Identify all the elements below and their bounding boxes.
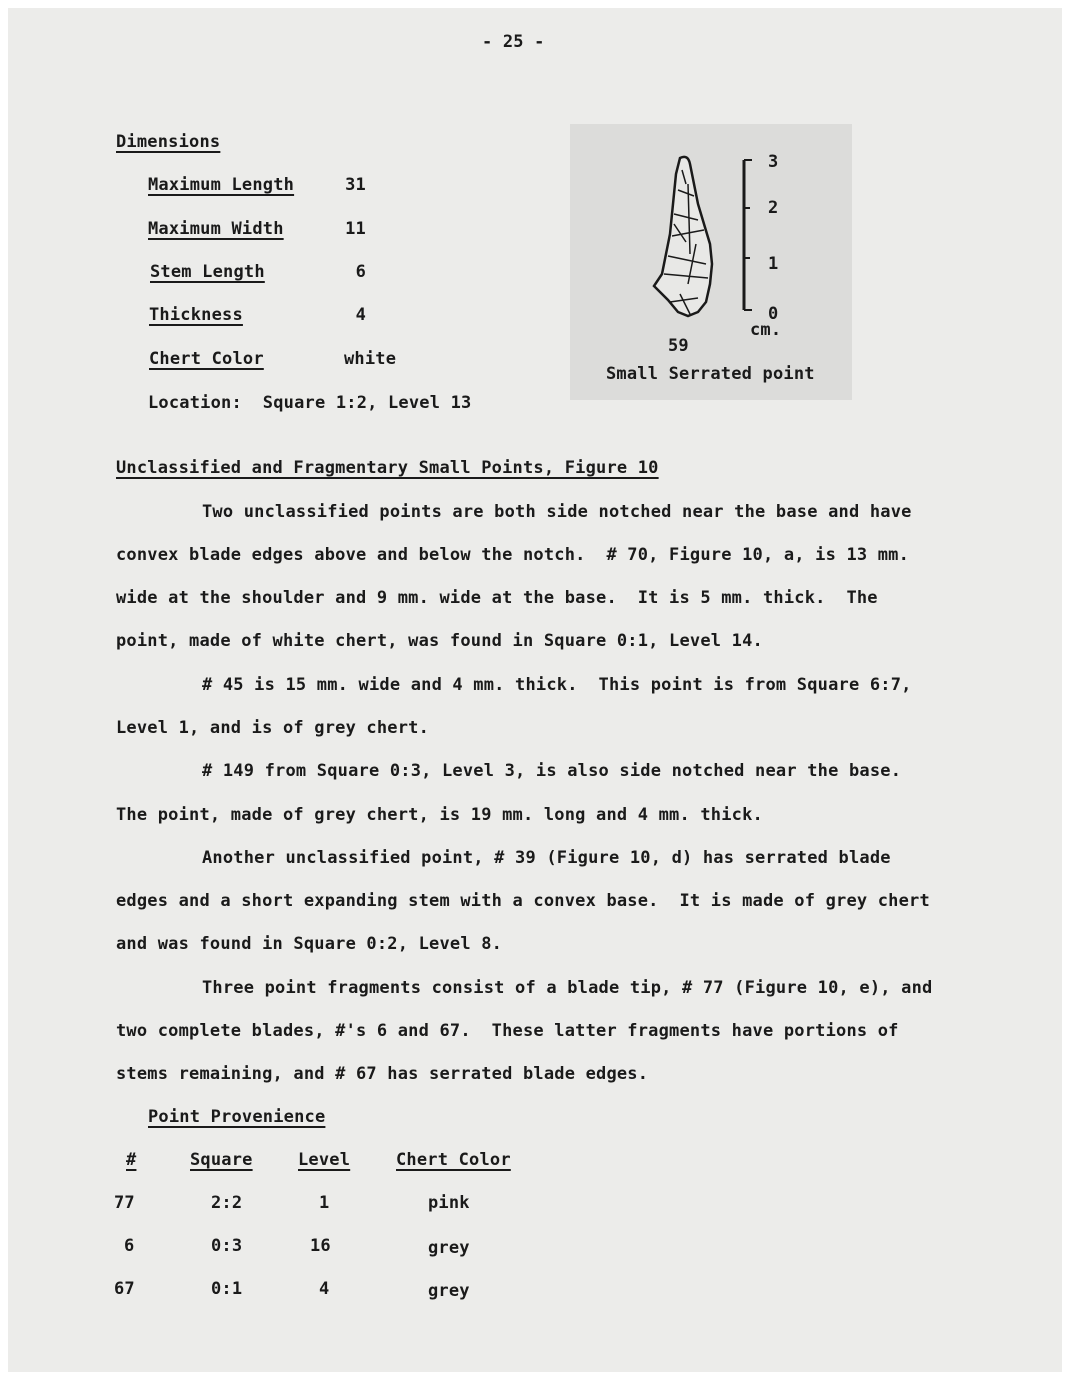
scale-tick-label: 1 [768, 254, 779, 274]
table-cell: 77 [114, 1193, 135, 1213]
page-number: - 25 - [482, 32, 545, 52]
table-header-level: Level [298, 1150, 351, 1170]
table-header-number: # [126, 1150, 137, 1170]
location-line: Location: Square 1:2, Level 13 [148, 393, 472, 413]
figure-caption: Small Serrated point [606, 364, 815, 384]
dimensions-heading: Dimensions [116, 132, 221, 152]
table-cell: 16 [310, 1236, 331, 1256]
paragraph-line: point, made of white chert, was found in Square 0:1, Level 14. [116, 631, 763, 651]
paragraph-line: Level 1, and is of grey chert. [116, 718, 430, 738]
paragraph-line: Two unclassified points are both side notched near the base and have [202, 502, 912, 522]
dimension-value: 11 [345, 219, 366, 239]
serrated-point-drawing [570, 124, 852, 400]
paragraph-line: The point, made of grey chert, is 19 mm. long and 4 mm. thick. [116, 805, 763, 825]
dimension-value: 31 [345, 175, 366, 195]
paragraph-line: and was found in Square 0:2, Level 8. [116, 934, 503, 954]
table-cell: 0:3 [211, 1236, 243, 1256]
scale-tick-label: 2 [768, 198, 779, 218]
paragraph-line: wide at the shoulder and 9 mm. wide at the base. It is 5 mm. thick. The [116, 588, 878, 608]
dimension-label: Maximum Length [148, 175, 295, 195]
paragraph-line: two complete blades, #'s 6 and 67. These latter fragments have portions of [116, 1021, 899, 1041]
table-cell: 2:2 [211, 1193, 243, 1213]
dimension-label: Stem Length [150, 262, 265, 282]
paragraph-line: convex blade edges above and below the notch. # 70, Figure 10, a, is 13 mm. [116, 545, 910, 565]
table-header-square: Square [190, 1150, 253, 1170]
specimen-number: 59 [668, 336, 689, 356]
provenience-heading: Point Provenience [148, 1107, 326, 1127]
table-cell: 6 [124, 1236, 135, 1256]
document-page [8, 8, 1062, 1372]
dimension-label: Thickness [149, 305, 243, 325]
dimension-label: Maximum Width [148, 219, 284, 239]
paragraph-line: Another unclassified point, # 39 (Figure 10, d) has serrated blade [202, 848, 891, 868]
dimension-value: 6 [355, 262, 366, 282]
table-cell: 4 [319, 1279, 330, 1299]
table-cell: 0:1 [211, 1279, 243, 1299]
table-header-chert-color: Chert Color [396, 1150, 511, 1170]
scale-tick-label: 3 [768, 152, 779, 172]
table-cell: pink [428, 1193, 470, 1213]
artifact-figure [570, 124, 852, 400]
dimension-value: 4 [355, 305, 366, 325]
scale-unit: cm. [750, 320, 782, 340]
paragraph-line: # 149 from Square 0:3, Level 3, is also side notched near the base. [202, 761, 902, 781]
dimension-label: Chert Color [149, 349, 264, 369]
table-cell: 1 [319, 1193, 330, 1213]
paragraph-line: stems remaining, and # 67 has serrated blade edges. [116, 1064, 649, 1084]
section-heading: Unclassified and Fragmentary Small Points, Figure 10 [116, 458, 659, 478]
table-cell: grey [428, 1238, 470, 1258]
table-cell: 67 [114, 1279, 135, 1299]
scale-tick-label: 0 [768, 304, 779, 324]
table-cell: grey [428, 1281, 470, 1301]
dimension-value: white [344, 349, 397, 369]
paragraph-line: edges and a short expanding stem with a convex base. It is made of grey chert [116, 891, 930, 911]
paragraph-line: # 45 is 15 mm. wide and 4 mm. thick. This point is from Square 6:7, [202, 675, 912, 695]
paragraph-line: Three point fragments consist of a blade tip, # 77 (Figure 10, e), and [202, 978, 933, 998]
